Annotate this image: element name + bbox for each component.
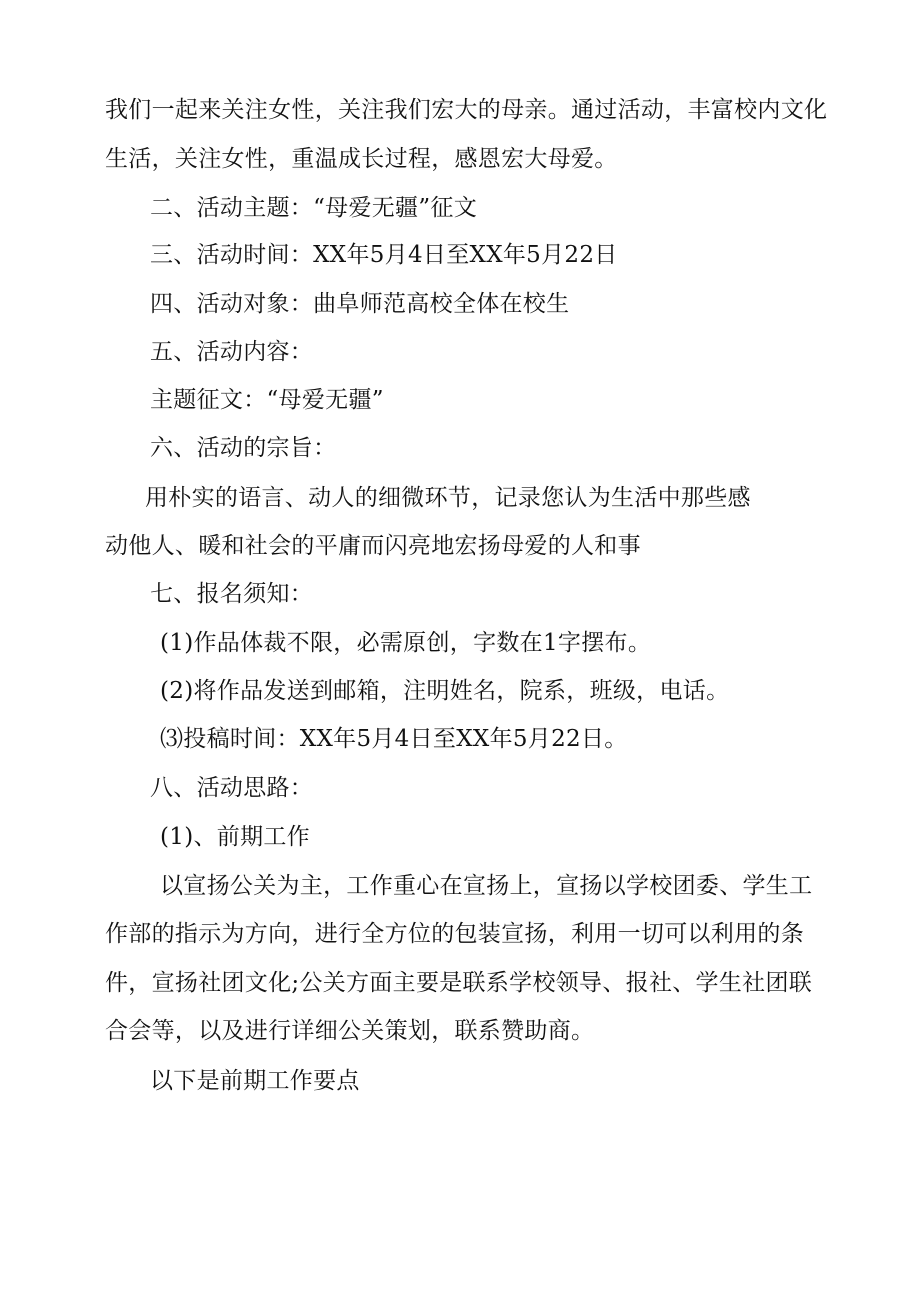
- paragraph-intro-line-2: 生活，关注女性，重温成长过程，感恩宏大母爱。: [105, 146, 618, 172]
- approach-paragraph-line-2: 作部的指示为方向，进行全方位的包装宣扬，利用一切可以利用的条: [105, 921, 804, 947]
- paragraph-intro-line-1: 我们一起来关注女性，关注我们宏大的母亲。通过活动，丰富校内文化: [105, 97, 828, 123]
- section-audience: 四、活动对象：曲阜师范高校全体在校生: [150, 291, 570, 317]
- section-purpose-line-2: 动他人、暖和社会的平庸而闪亮地宏扬母爱的人和事: [105, 533, 641, 559]
- section-content-heading: 五、活动内容：: [150, 339, 314, 365]
- registration-item-2: (2)将作品发送到邮箱，注明姓名，院系，班级，电话。: [160, 678, 730, 704]
- approach-key-points: 以下是前期工作要点: [150, 1068, 360, 1094]
- section-theme: 二、活动主题：“母爱无疆”征文: [150, 195, 478, 221]
- approach-paragraph-line-3: 件，宣扬社团文化;公关方面主要是联系学校领导、报社、学生社团联: [105, 970, 813, 996]
- approach-item-1: (1)、前期工作: [160, 824, 310, 850]
- registration-item-1: (1)作品体裁不限，必需原创，字数在1字摆布。: [160, 630, 652, 656]
- section-content-topic: 主题征文：“母爱无疆”: [150, 387, 384, 413]
- section-purpose-heading: 六、活动的宗旨：: [150, 435, 337, 461]
- approach-paragraph-line-1: 以宣扬公关为主，工作重心在宣扬上，宣扬以学校团委、学生工: [160, 873, 813, 899]
- section-approach-heading: 八、活动思路：: [150, 775, 314, 801]
- section-registration-heading: 七、报名须知：: [150, 581, 314, 607]
- registration-item-3: ⑶投稿时间：XX年5月4日至XX年5月22日。: [160, 726, 628, 752]
- section-purpose-line-1: 用朴实的语言、动人的细微环节，记录您认为生活中那些感: [145, 485, 751, 511]
- approach-paragraph-line-4: 合会等，以及进行详细公关策划，联系赞助商。: [105, 1018, 595, 1044]
- section-time: 三、活动时间：XX年5月4日至XX年5月22日: [150, 242, 618, 268]
